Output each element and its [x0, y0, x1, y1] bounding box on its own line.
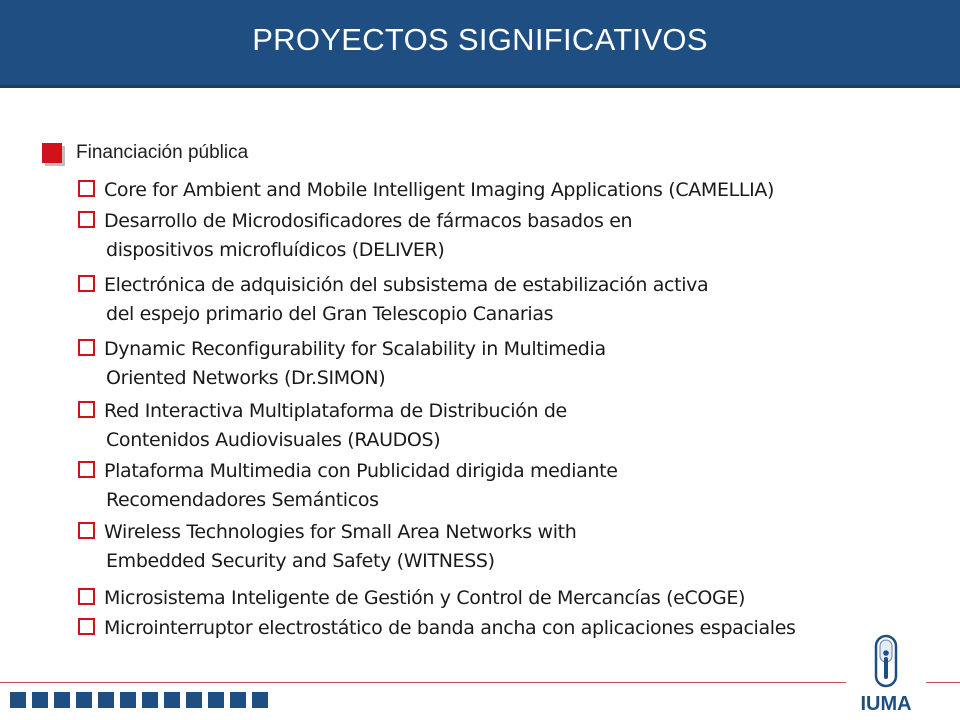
list-item: [78, 614, 918, 643]
list-item-text: Core for Ambient and Mobile Intelligent Imaging Applications (CAMELLIA): [104, 179, 775, 201]
hollow-square-bullet-icon: [78, 211, 95, 228]
decorative-square-icon: [164, 692, 180, 708]
decorative-square-icon: [252, 692, 268, 708]
section-heading: [42, 140, 248, 166]
hollow-square-bullet-icon: [78, 180, 95, 197]
section-label: Financiación pública: [76, 142, 249, 163]
decorative-square-icon: [98, 692, 114, 708]
list-item-text: Desarrollo de Microdosificadores de fármacos basados en: [104, 210, 633, 232]
decorative-square-icon: [120, 692, 136, 708]
hollow-square-bullet-icon: [78, 401, 95, 418]
list-item-text-continued: Embedded Security and Safety (WITNESS): [106, 550, 495, 572]
hollow-square-bullet-icon: [78, 275, 95, 292]
title-bar: [0, 0, 960, 88]
list-item-text-continued: del espejo primario del Gran Telescopio Canarias: [106, 303, 554, 325]
hollow-square-bullet-icon: [78, 588, 95, 605]
page-title: PROYECTOS SIGNIFICATIVOS: [252, 22, 708, 57]
list-item: [78, 176, 918, 205]
decorative-square-icon: [230, 692, 246, 708]
list-item-text-continued: Recomendadores Semánticos: [106, 489, 379, 511]
footer-squares: [10, 692, 268, 708]
list-item-text: Wireless Technologies for Small Area Networks with: [104, 521, 577, 543]
list-item: [78, 335, 918, 393]
hollow-square-bullet-icon: [78, 339, 95, 356]
list-item: [78, 457, 918, 515]
decorative-square-icon: [32, 692, 48, 708]
hollow-square-bullet-icon: [78, 618, 95, 635]
list-item: [78, 207, 918, 265]
list-item-text: Red Interactiva Multiplataforma de Distribución de: [104, 400, 567, 422]
list-item-text-continued: Oriented Networks (Dr.SIMON): [106, 367, 386, 389]
decorative-square-icon: [208, 692, 224, 708]
hollow-square-bullet-icon: [78, 461, 95, 478]
iuma-emblem-icon: [846, 632, 926, 692]
list-item: [78, 271, 918, 329]
list-item-text: Electrónica de adquisición del subsistema de estabilización activa: [104, 274, 709, 296]
decorative-square-icon: [76, 692, 92, 708]
decorative-square-icon: [186, 692, 202, 708]
list-item-text: Plataforma Multimedia con Publicidad dirigida mediante: [104, 460, 618, 482]
footer-divider: [0, 682, 960, 683]
list-item: [78, 518, 918, 576]
decorative-square-icon: [54, 692, 70, 708]
list-item-text: Dynamic Reconfigurability for Scalability in Multimedia: [104, 338, 606, 360]
hollow-square-bullet-icon: [78, 522, 95, 539]
list-item: [78, 397, 918, 455]
list-item-text: Microinterruptor electrostático de banda ancha con aplicaciones espaciales: [104, 617, 796, 639]
iuma-logo: [846, 632, 926, 718]
list-item: [78, 584, 918, 613]
decorative-square-icon: [10, 692, 26, 708]
logo-text: IUMA: [860, 693, 912, 715]
list-item-text-continued: dispositivos microfluídicos (DELIVER): [106, 239, 445, 261]
list-item-text-continued: Contenidos Audiovisuales (RAUDOS): [106, 429, 441, 451]
decorative-square-icon: [142, 692, 158, 708]
square-bullet-icon: [42, 143, 62, 163]
list-item-text: Microsistema Inteligente de Gestión y Control de Mercancías (eCOGE): [104, 587, 746, 609]
